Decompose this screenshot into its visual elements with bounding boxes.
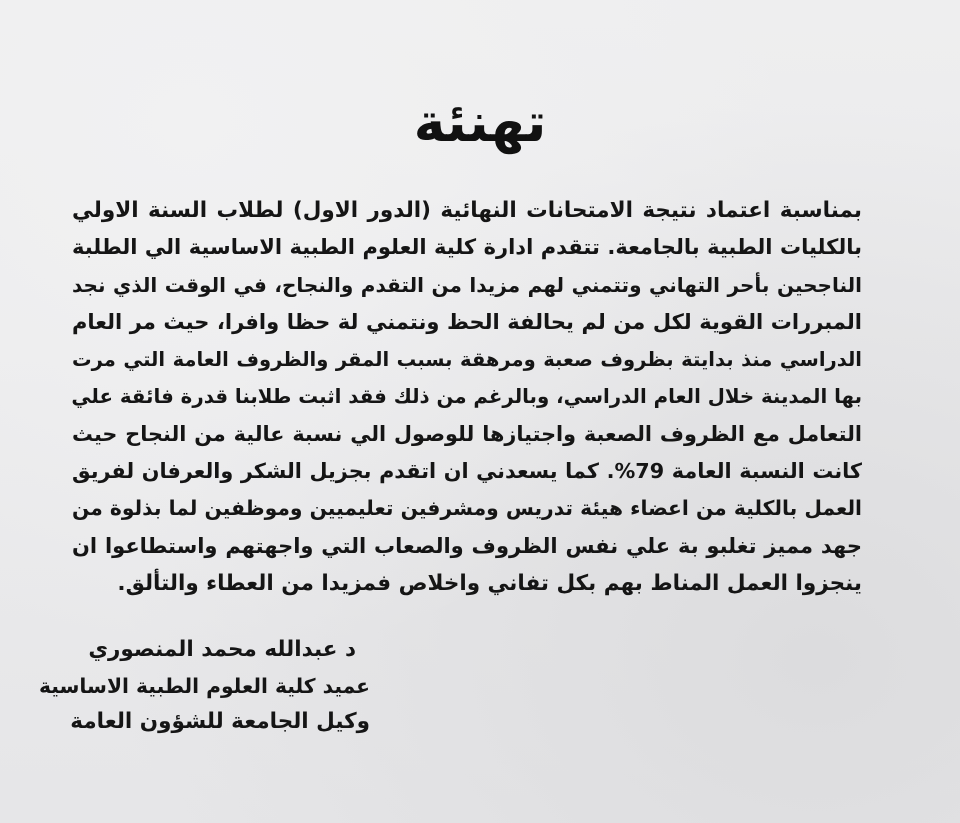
body-line: كانت النسبة العامة 79%. كما يسعدني ان اتقدم بجزيل الشكر والعرفان لفريق	[72, 459, 862, 484]
body-line: المبررات القوية لكل من لم يحالفة الحظ ونتمني لة حظا وافرا، حيث مر العام	[72, 309, 862, 334]
signatory-position-dean: عميد كلية العلوم الطبية الاساسية	[38, 674, 370, 698]
body-line: ينجزوا العمل المناط بهم بكل تفاني واخلاص فمزيدا من العطاء والتألق.	[117, 570, 862, 596]
notice-body	[72, 192, 862, 602]
body-line: بالكليات الطبية بالجامعة. تتقدم ادارة كلية العلوم الطبية الاساسية الي الطلبة	[72, 235, 862, 260]
signatory-position-vice: وكيل الجامعة للشؤون العامة	[70, 709, 370, 734]
body-line: الدراسي منذ بدايتة بظروف صعبة ومرهقة بسبب المقر والظروف العامة التي مرت	[72, 348, 862, 372]
signature-block	[40, 632, 370, 740]
body-line: بمناسبة اعتماد نتيجة الامتحانات النهائية (الدور الاول) لطلاب السنة الاولي	[72, 198, 862, 223]
body-line: بها المدينة خلال العام الدراسي، وبالرغم من ذلك فقد اثبت طلابنا قدرة فائقة علي	[71, 385, 862, 409]
body-line: العمل بالكلية من اعضاء هيئة تدريس ومشرفين تعليميين وموظفين لما بذلوة من	[72, 496, 862, 521]
body-line: الناجحين بأحر التهاني وتتمني لهم مزيدا من التقدم والنجاح، في الوقت الذي نجد	[72, 272, 862, 297]
body-line: جهد مميز تغلبو بة علي نفس الظروف والصعاب التي واجهتهم واستطاعوا ان	[72, 533, 862, 558]
signatory-name: د عبدالله محمد المنصوري	[88, 637, 356, 662]
body-line: التعامل مع الظروف الصعبة واجتيازها للوصول الي نسبة عالية من النجاح حيث	[72, 421, 862, 446]
notice-title: تهنئة	[413, 91, 547, 154]
